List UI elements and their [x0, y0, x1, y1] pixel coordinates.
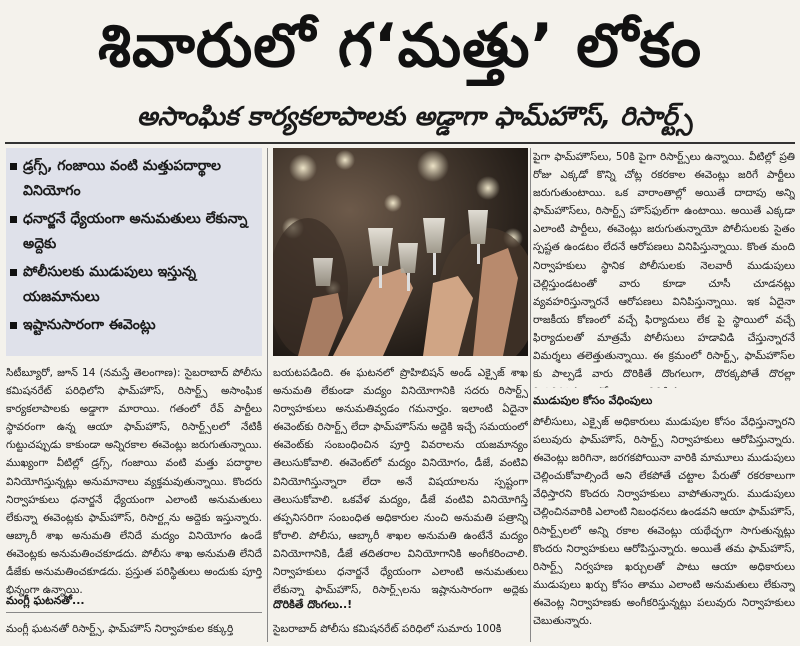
bullet-text: ఇష్టానుసారంగా ఈవెంట్లు	[23, 317, 156, 333]
section-heading-thieves: దొరికితే దొంగలు..!	[273, 598, 353, 611]
column-2-bottom-text: సైబరాబాద్ పోలీసు కమిషనరేట్ పరిధిలో సుమారు 100కి	[273, 623, 502, 635]
headline: శివారులో గ‘మత్తు’ లోకం	[97, 11, 702, 81]
column-divider	[530, 148, 531, 642]
divider	[5, 142, 795, 144]
section-heading-mangli: మంగ్లీ ఘటనతో...	[6, 594, 85, 607]
article-column-4	[533, 413, 795, 641]
column-text: పోలీసులు, ఎక్సైజ్ అధికారులు ముడుపుల కోసం వేధిస్తున్నారని పలువురు ఫామ్‌హౌస్, రిసార్ట్స్ నిర్వాహకులు ఆరోపిస్తున్నారు. ఈవెంట్లు జరిగినా, జరగకపోయినా వారికి మామూలు ముడుపులు చెల్లించుకోవాల్సిందే అని లేకపోతే చట్టాల పేరుతో రకరకాలుగా వేధిస్తారని కొందరు నిర్వాహకులు వాపోతున్నారు. ముడుపులు చెల్లించినవారికి ఎలాంటి నిబంధనలు ఉండవని ఆయా ఫామ్‌హౌస్, రిసార్ట్స్‌లలో అన్ని రకాల ఈవెంట్లు యథేచ్ఛగా సాగుతున్నట్లు కొందరు నిర్వాహకులు ఆరోపిస్తున్నారు. అయితే తమ ఫామ్‌హౌస్, రిసార్ట్స్ నిర్వహణ ఖర్చులతో పాటు ఆయా అధికారులు ముడుపులు ఖర్చు కోసం తాము ఎలాంటి అనుమతులు లేకున్నా ఈవెంట్ల నిర్వాహణకు అంగీకరిస్తున్నట్లు పలువురు నిర్వాహకులు చెబుతున్నారు.	[533, 416, 795, 628]
bullet-icon	[10, 163, 17, 170]
party-photo	[273, 148, 528, 356]
article-column-2	[273, 364, 528, 596]
bullet-item	[10, 154, 258, 204]
column-text: బయటపడింది. ఈ ఘటనలో ప్రొహిబిషన్ అండ్ ఎక్సైజ్ శాఖ అనుమతి లేకుండా మద్యం వినియోగానికి సదరు రిసార్ట్స్ నిర్వాహకులు అనుమతివ్వడం గమనార్హం. ఇలాంటి ఏదైనా ఈవెంట్‌కు రిసార్ట్స్ లేదా ఫామ్‌హౌస్‌ను అద్దెకి ఇచ్చే సమయంలో ఈవెంట్‌కు సంబంధించిన పూర్తి వివరాలను యజమాన్యం తెలుసుకోవాలి. ఈవెంట్‌లో మద్యం వినియోగం, డీజే, వంటివి వినియోగిస్తున్నారా లేదా అనే విషయాలను స్పష్టంగా తెలుసుకోవాలి. ఒకవేళ మద్యం, డీజే వంటివి వినియోగిస్తే తప్పనిసరిగా సంబంధిత అధికారుల నుంచి అనుమతి పత్రాన్ని కోరాలి. పోలీసు, ఆబ్కారీ శాఖల అనుమతి ఉంటేనే మద్యం వినియోగానికి, డీజే తదితరాల వినియోగానికి అంగీకరించాలి. నిర్వాహకులు ధనార్జనే ధ్యేయంగా ఎలాంటి అనుమతులు లేకున్నా ఫామ్‌హౌస్, రిసార్ట్స్‌లను ఇష్టానుసారంగా అద్దెకు	[273, 367, 528, 596]
column-text: పైగా ఫామ్‌హౌస్‌లు, 50కి పైగా రిసార్ట్స్‌లు ఉన్నాయి. వీటిల్లో ప్రతి రోజు ఎక్కడో కొన్ని చోట్ల రకరకాల ఈవెంట్లు జరిగే పార్టీలు జరుగుతుంటాయి. ఒక వారాంతాల్లో అయితే దాదాపు అన్ని ఫామ్‌హౌస్‌లు, రిసార్ట్స్ హౌస్‌ఫుల్‌గా ఉంటాయి. అయితే ఎక్కడా ఎలాంటి పార్టీలు, ఈవెంట్లు జరుగుతున్నాయో పోలీసులకు సైతం స్పష్టత ఉండటం లేదనే ఆరోపణలు వినిపిస్తున్నాయి. కొంత మంది నిర్వాహకులు స్థానిక పోలీసులకు నెలవారీ ముడుపులు చెల్లిస్తుండటంతో వారు కూడా చూసీ చూడనట్లు వ్యవహరిస్తున్నారనే ఆరోపణలు వినిపిస్తున్నాయి. ఇక ఏదైనా రాజకీయ కోణంలో వచ్చే ఫిర్యాదులు లేక పై స్థాయిలో వచ్చే ఫిర్యాదులతో మాత్రమే పోలీసులు హడావిడి చేస్తున్నారనే విమర్శలు తలెత్తుతున్నాయి. ఈ క్రమంలో రిసార్ట్స్, ఫామ్‌హౌస్‌ల కు పాల్పడే వారు దొరికితే దొంగలుగా, దొరక్కపోతే దొరల్లా	[533, 151, 795, 381]
bullet-item	[10, 313, 258, 338]
divider	[6, 612, 262, 613]
bullet-item	[10, 260, 258, 310]
bullet-text: ధనార్జనే ధ్యేయంగా అనుమతులు లేకున్నా అద్దెకు	[23, 211, 248, 252]
bullet-icon	[10, 269, 17, 276]
subheadline: అసాంఘిక కార్యకలాపాలకు అడ్డాగా ఫామ్‌హౌస్, రిసార్ట్స్	[136, 102, 694, 132]
column-text: సిటీబ్యూరో, జూన్ 14 (నమస్తే తెలంగాణ): సైబరాబాద్ పోలీసు కమిషనరేట్ పరిధిలోని ఫామ్‌హౌస్, రిసార్ట్స్ అసాంఘిక కార్యకలాపాలకు అడ్డాగా మారాయి. గతంలో రేవ్ పార్టీలు స్థావరంగా ఉన్న ఆయా ఫామ్‌హౌస్, రిసార్ట్స్‌లలో నేటికీ గుట్టుచప్పుడు కాకుండా అన్నిరకాల ఈవెంట్లు జరుగుతున్నాయి. ముఖ్యంగా వీటిల్లో డ్రగ్స్, గంజాయి వంటి మత్తు పదార్థాల వినియోగిస్తున్నట్లు అనుమానాలు వ్యక్తమవుతున్నాయి. కొందరు నిర్వాహకులు ధనార్జనే ధ్యేయంగా ఎలాంటి అనుమతులు లేకున్నా ఈవెంట్లకు ఫామ్‌హౌస్, రిసార్ట్లను అద్దెకు ఇస్తున్నారు. ఆబ్కారీ శాఖ అనుమతి లేనిదే మద్యం వినియోగం ఉండే ఈవెంట్లకు అనుమతించకూడదు. పోలీసు శాఖ అనుమతి లేనిదే డీజేకు అనుమతించకూడదు. ప్రస్తుత పరిస్థితులు అందుకు పూర్తి భిన్నంగా ఉన్నాయి.	[6, 367, 262, 597]
bullet-item	[10, 207, 258, 257]
column-divider	[267, 148, 268, 642]
bullet-text: డ్రగ్స్, గంజాయి వంటి మత్తుపదార్థాల వినియోగం	[23, 158, 221, 199]
column-1-bottom-text: మంగ్లీ ఘటనతో రిసార్ట్స్, ఫామ్‌హౌస్ నిర్వాహకుల కక్కుర్తి	[6, 623, 234, 635]
article-column-1	[6, 364, 262, 604]
section-heading-harassment: ముడుపుల కోసం వేధింపులు	[533, 394, 653, 407]
article-column-3	[533, 148, 795, 388]
bullet-text: పోలీసులకు ముడుపులు ఇస్తున్న యజమానులు	[23, 264, 196, 305]
bullet-icon	[10, 322, 17, 329]
party-photo-illustration	[273, 148, 528, 356]
bullet-box	[6, 148, 262, 356]
bullet-icon	[10, 216, 17, 223]
